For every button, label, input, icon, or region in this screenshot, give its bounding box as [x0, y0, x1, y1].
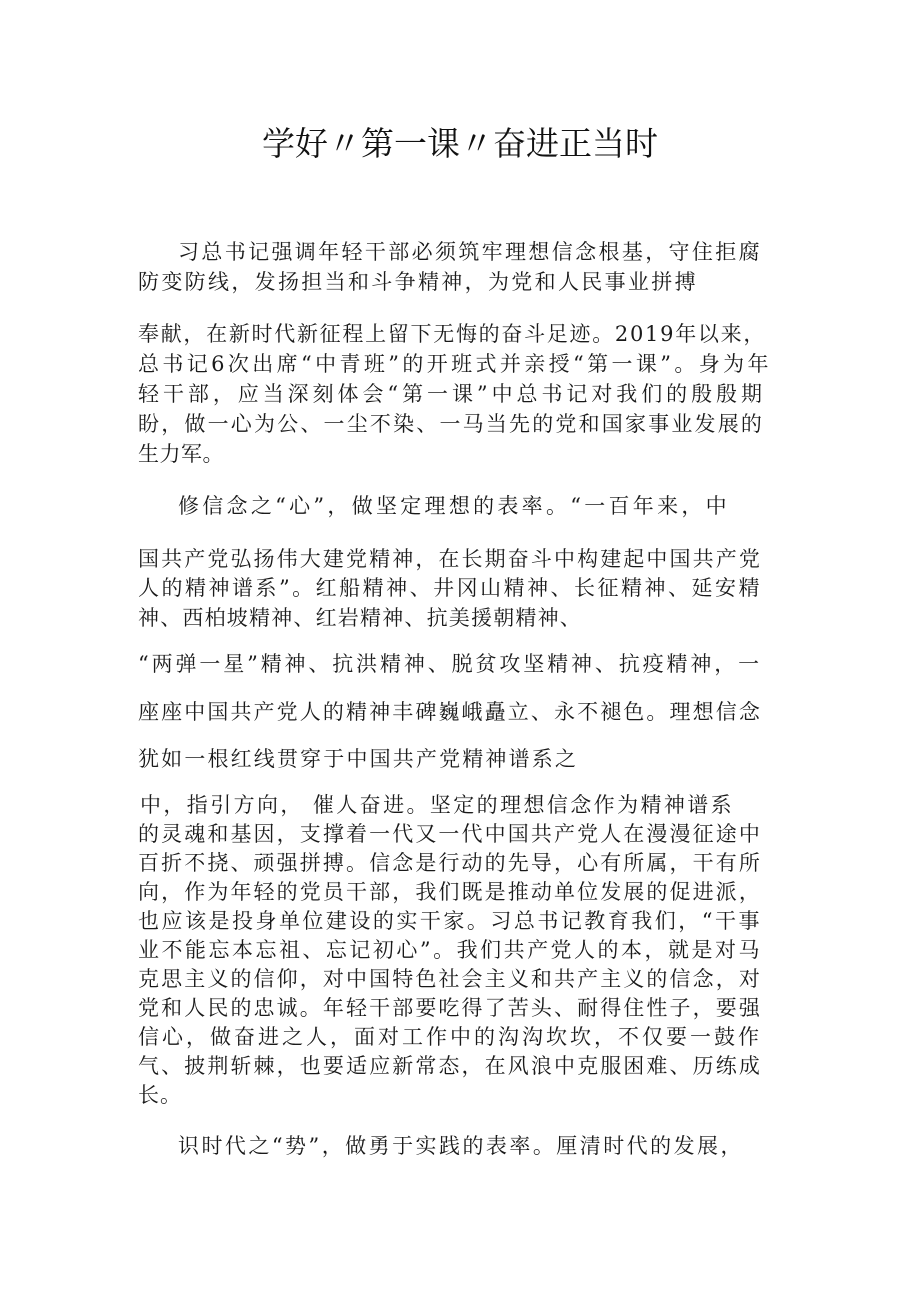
- page-title: 学好〃第一课〃奋进正当时: [262, 124, 658, 163]
- text-line: 向，作为年轻的党员干部，我们既是推动单位发展的促进派，: [138, 880, 762, 904]
- text-line: 人的精神谱系”。红船精神、井冈山精神、长征精神、延安精: [138, 576, 762, 600]
- text-line: 轻干部，应当深刻体会“第一课”中总书记对我们的殷殷期: [138, 382, 766, 406]
- text-line: 习总书记强调年轻干部必须筑牢理想信念根基，守住拒腐: [178, 240, 762, 264]
- text-line: 信心，做奋进之人，面对工作中的沟沟坎坎，不仅要一鼓作: [138, 1025, 762, 1049]
- text-line: 生力军。: [138, 442, 224, 466]
- text-line: 修信念之“心”，做坚定理想的表率。“一百年来，中: [178, 494, 730, 518]
- text-line: 业不能忘本忘祖、忘记初心”。我们共产党人的本，就是对马: [138, 938, 762, 962]
- text-line: 奉献，在新时代新征程上留下无悔的奋斗足迹。2019年以来，: [138, 322, 767, 346]
- text-line: 气、披荆斩棘，也要适应新常态，在风浪中克服困难、历练成: [138, 1054, 762, 1078]
- text-line: 克思主义的信仰，对中国特色社会主义和共产主义的信念，对: [138, 967, 762, 991]
- text-line: 防变防线，发扬担当和斗争精神，为党和人民事业拼搏: [138, 270, 698, 294]
- text-line: 国共产党弘扬伟大建党精神，在长期奋斗中构建起中国共产党: [138, 547, 762, 571]
- text-line: 总书记6次出席“中青班”的开班式并亲授“第一课”。身为年: [138, 352, 772, 376]
- text-line: 座座中国共产党人的精神丰碑巍峨矗立、永不褪色。理想信念: [138, 700, 762, 724]
- text-line: 党和人民的忠诚。年轻干部要吃得了苦头、耐得住性子，要强: [138, 996, 762, 1020]
- text-line: 长。: [138, 1083, 182, 1107]
- text-line: 也应该是投身单位建设的实干家。习总书记教育我们，“干事: [138, 909, 762, 933]
- text-line: 的灵魂和基因，支撑着一代又一代中国共产党人在漫漫征途中: [138, 822, 762, 846]
- text-line: 神、西柏坡精神、红岩精神、抗美援朝精神、: [138, 606, 582, 630]
- text-line: 犹如一根红线贯穿于中国共产党精神谱系之: [138, 747, 579, 771]
- text-line: 中，指引方向， 催人奋进。坚定的理想信念作为精神谱系: [140, 793, 735, 817]
- text-line: 盼，做一心为公、一尘不染、一马当先的党和国家事业发展的: [138, 412, 765, 436]
- text-line: “两弹一星”精神、抗洪精神、脱贫攻坚精神、抗疫精神，一: [138, 652, 762, 676]
- text-line: 识时代之“势”，做勇于实践的表率。厘清时代的发展，: [178, 1134, 744, 1158]
- text-line: 百折不挠、顽强拼搏。信念是行动的先导，心有所属，干有所: [138, 851, 762, 875]
